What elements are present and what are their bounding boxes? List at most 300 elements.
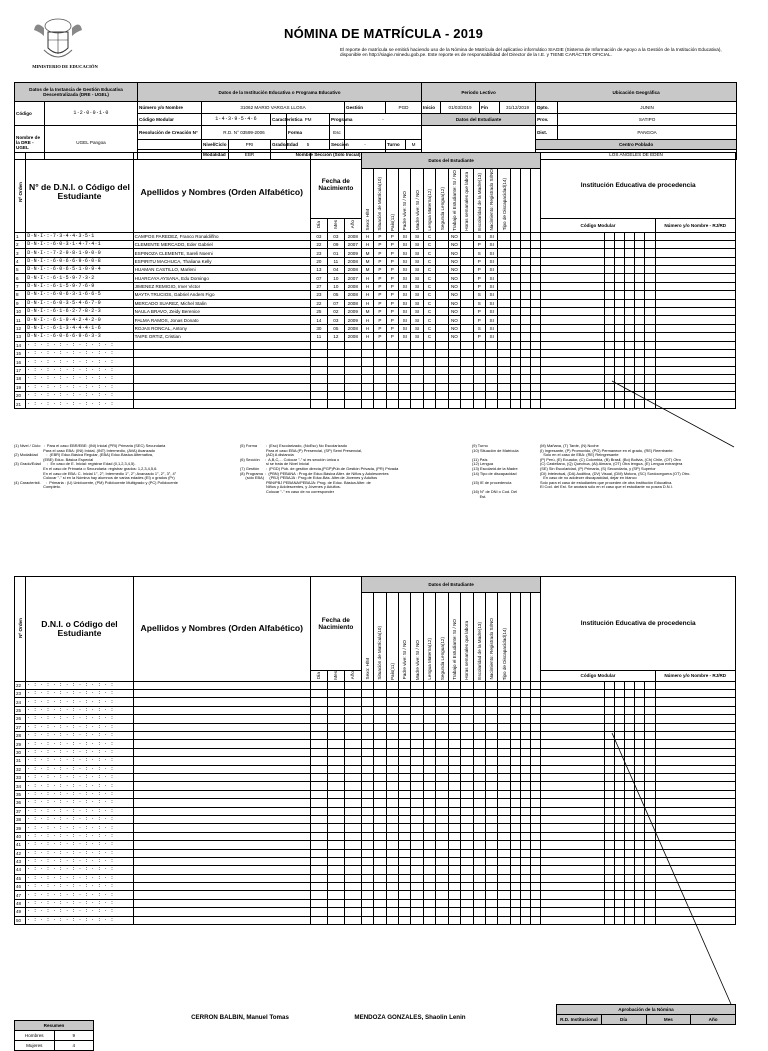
cell <box>436 807 448 815</box>
row-trabajo: NO <box>448 316 460 324</box>
cell <box>485 366 497 374</box>
row-pais: P <box>386 249 398 257</box>
row-horas <box>461 274 473 282</box>
cell <box>541 266 604 274</box>
cell <box>374 757 386 765</box>
row-number: 27 <box>15 723 26 731</box>
row-number: 49 <box>15 908 26 916</box>
cell <box>485 715 497 723</box>
cell <box>485 891 497 899</box>
student-col-label: Trabajo el Estudiante: SI / NO <box>451 169 457 231</box>
cell <box>541 757 604 765</box>
cell <box>423 874 435 882</box>
cell <box>386 799 398 807</box>
cell <box>133 681 310 689</box>
resolucion-value: R.D. N° 03599-2006 <box>202 126 287 140</box>
cell <box>423 341 435 349</box>
cell <box>448 824 460 832</box>
cell <box>473 908 485 916</box>
row-number: 46 <box>15 883 26 891</box>
cell <box>327 690 344 698</box>
legend-col3: (9) Turno (10) Situación de Matrícula (11) País (12) Lengua (13) Escolarid.de la Madre (14) Tipo de discapacidad (15) IE de procedencia (16) N° de DNI o Cod. Del Est. <box>472 443 519 499</box>
row-day: 23 <box>310 249 327 257</box>
row-escolaridad: S <box>473 299 485 307</box>
cell <box>327 841 344 849</box>
row-madre: SI <box>411 274 423 282</box>
centro-poblado-value: LOS ANGELES DE EDEN <box>536 150 737 160</box>
cod-modular-header: Código Modular <box>541 671 655 682</box>
cell <box>411 350 423 358</box>
cell <box>531 333 541 341</box>
cell <box>386 358 398 366</box>
row-number: 10 <box>15 308 26 316</box>
cell <box>520 815 530 823</box>
student-col-header <box>436 169 448 233</box>
cell <box>473 782 485 790</box>
cell <box>386 715 398 723</box>
cell <box>531 266 541 274</box>
row-year: 2008 <box>344 232 361 240</box>
row-dni: D·N·I·:·6·1·5·9·7·6·9 <box>26 282 133 290</box>
ugel-code: 1·2·0·0·1·0 <box>45 102 138 126</box>
cell <box>386 375 398 383</box>
cell <box>531 799 541 807</box>
cell <box>423 740 435 748</box>
cell <box>448 916 460 924</box>
cell <box>531 232 541 240</box>
cell <box>411 341 423 349</box>
row-registrado: SI <box>485 324 497 332</box>
cell <box>645 690 655 698</box>
cell <box>344 400 361 408</box>
cell <box>386 773 398 781</box>
cell <box>423 706 435 714</box>
datos-estudiante-col-header: Datos del Estudiante <box>361 577 541 593</box>
cell <box>386 748 398 756</box>
cell <box>498 883 510 891</box>
cell <box>510 782 520 790</box>
cell <box>604 358 614 366</box>
cell <box>423 723 435 731</box>
cell <box>541 383 604 391</box>
cell <box>448 706 460 714</box>
cell <box>399 832 411 840</box>
student-col-label: Situación de Matrícula(10) <box>377 176 383 231</box>
cell <box>485 341 497 349</box>
row-trabajo: NO <box>448 308 460 316</box>
cell <box>614 257 624 265</box>
cell <box>655 358 736 366</box>
row-month: 10 <box>327 282 344 290</box>
cell <box>531 748 541 756</box>
row-name: MAYTA TRUCIOS, Gabriel Anders Figo <box>133 291 310 299</box>
cell <box>448 698 460 706</box>
cell <box>485 883 497 891</box>
cell <box>614 266 624 274</box>
cell <box>541 841 604 849</box>
cell <box>133 799 310 807</box>
cell <box>448 350 460 358</box>
cell <box>604 715 614 723</box>
cell <box>361 350 373 358</box>
cell <box>386 681 398 689</box>
cell <box>361 732 373 740</box>
cell <box>386 874 398 882</box>
cell <box>655 324 736 332</box>
cell <box>498 832 510 840</box>
cell <box>399 698 411 706</box>
cell <box>510 240 520 248</box>
row-day: 22 <box>310 240 327 248</box>
row-madre: SI <box>411 316 423 324</box>
row-discapacidad <box>498 257 510 265</box>
row-year: 2008 <box>344 333 361 341</box>
cell <box>361 916 373 924</box>
cell <box>461 715 473 723</box>
row-dni: · : · : · : · : · : · : · : <box>26 866 133 874</box>
cell <box>361 908 373 916</box>
student-col-header <box>473 593 485 682</box>
row-number: 17 <box>15 366 26 374</box>
cell <box>133 883 310 891</box>
row-segunda-lengua <box>436 232 448 240</box>
cell <box>541 782 604 790</box>
row-number: 28 <box>15 732 26 740</box>
row-pais: P <box>386 333 398 341</box>
cell <box>473 841 485 849</box>
cell <box>386 790 398 798</box>
row-dni: · : · : · : · : · : · : · : <box>26 799 133 807</box>
cell <box>485 815 497 823</box>
cell <box>327 916 344 924</box>
cell <box>374 375 386 383</box>
table-row <box>15 257 736 265</box>
cell <box>411 773 423 781</box>
cell <box>461 723 473 731</box>
cell <box>531 341 541 349</box>
numero-nombre-rjrd-header: Número y/o Nombre - RJ/RD <box>655 218 736 232</box>
row-escolaridad: S <box>473 324 485 332</box>
periodo-header: Periodo Lectivo <box>422 83 536 102</box>
student-col-label: Tipo de Discapacidad(14) <box>501 178 507 231</box>
row-trabajo: NO <box>448 291 460 299</box>
cell <box>399 799 411 807</box>
cell <box>510 857 520 865</box>
cell <box>361 883 373 891</box>
cell <box>531 715 541 723</box>
cell <box>498 891 510 899</box>
cell <box>604 366 614 374</box>
cell <box>344 891 361 899</box>
cell <box>399 757 411 765</box>
cell <box>423 899 435 907</box>
cell <box>461 400 473 408</box>
cell <box>361 874 373 882</box>
cell <box>448 799 460 807</box>
cell <box>541 690 604 698</box>
cell <box>541 916 604 924</box>
dni-header: D.N.I. o Código del Estudiante <box>26 577 133 682</box>
cell <box>423 824 435 832</box>
cell <box>531 782 541 790</box>
row-pais: P <box>386 266 398 274</box>
row-horas <box>461 282 473 290</box>
cell <box>655 282 736 290</box>
fin-value: 31/12/2019 <box>500 102 536 114</box>
cell <box>473 824 485 832</box>
row-situacion: P <box>374 308 386 316</box>
cell <box>436 857 448 865</box>
cell <box>310 799 327 807</box>
cell <box>541 257 604 265</box>
row-madre: SI <box>411 299 423 307</box>
cell <box>310 790 327 798</box>
cell <box>498 874 510 882</box>
student-col-label: País(11) <box>389 662 395 680</box>
cell <box>485 773 497 781</box>
cell <box>399 841 411 849</box>
row-number: 31 <box>15 757 26 765</box>
cell <box>327 732 344 740</box>
cell <box>374 799 386 807</box>
table-row <box>15 706 736 714</box>
cell <box>399 849 411 857</box>
dni-header: N° de D.N.I. o Código del Estudiante <box>26 153 133 233</box>
cell <box>461 740 473 748</box>
cell <box>448 358 460 366</box>
row-padre: SI <box>399 257 411 265</box>
row-number: 36 <box>15 799 26 807</box>
cell <box>411 757 423 765</box>
cell <box>327 782 344 790</box>
cell <box>520 240 530 248</box>
cell <box>531 308 541 316</box>
row-dni: · : · : · : · : · : · : · : <box>26 740 133 748</box>
ministry-logo <box>32 14 84 64</box>
cell <box>604 681 614 689</box>
cell <box>310 715 327 723</box>
row-sexo: M <box>361 266 373 274</box>
cell <box>485 807 497 815</box>
cell <box>541 857 604 865</box>
student-col-header <box>411 169 423 233</box>
cell <box>133 790 310 798</box>
row-segunda-lengua <box>436 257 448 265</box>
cell <box>473 832 485 840</box>
row-segunda-lengua <box>436 266 448 274</box>
cell <box>520 765 530 773</box>
cell <box>423 908 435 916</box>
cell <box>436 790 448 798</box>
row-dni: · : · : · : · : · : · : · : <box>26 748 133 756</box>
cell <box>510 832 520 840</box>
cell <box>655 690 736 698</box>
cell <box>374 916 386 924</box>
row-number: 50 <box>15 916 26 924</box>
row-trabajo: NO <box>448 240 460 248</box>
turno-value: M <box>406 140 422 150</box>
cell <box>510 383 520 391</box>
cell <box>411 891 423 899</box>
cell <box>485 916 497 924</box>
mujeres-label: Mujeres <box>15 1041 55 1051</box>
cell <box>461 916 473 924</box>
row-pais: P <box>386 324 398 332</box>
cell <box>625 257 635 265</box>
cell <box>655 341 736 349</box>
cell <box>645 291 655 299</box>
row-number: 18 <box>15 375 26 383</box>
row-escolaridad: P <box>473 308 485 316</box>
cell <box>411 732 423 740</box>
cell <box>531 773 541 781</box>
student-col-label: Escolaridad de la Madre(13) <box>476 621 482 680</box>
datos-estudiante-header: Datos del Estudiante <box>422 114 536 126</box>
cell <box>531 249 541 257</box>
cell <box>399 350 411 358</box>
cell <box>344 706 361 714</box>
cell <box>520 358 530 366</box>
cell <box>361 815 373 823</box>
blank-col <box>510 169 520 233</box>
row-horas <box>461 316 473 324</box>
row-number: 2 <box>15 240 26 248</box>
cell <box>327 807 344 815</box>
table-row <box>15 291 736 299</box>
row-day: 03 <box>310 232 327 240</box>
cell <box>411 375 423 383</box>
cell <box>344 849 361 857</box>
row-year: 2008 <box>344 282 361 290</box>
row-discapacidad <box>498 266 510 274</box>
cell <box>374 765 386 773</box>
cell <box>436 715 448 723</box>
cell <box>436 681 448 689</box>
cell <box>344 748 361 756</box>
cell <box>604 350 614 358</box>
cell <box>344 715 361 723</box>
cell <box>604 299 614 307</box>
cell <box>510 748 520 756</box>
cell <box>310 341 327 349</box>
programa-label: Programa <box>330 114 345 126</box>
cell <box>510 773 520 781</box>
cell <box>485 866 497 874</box>
cell <box>541 891 604 899</box>
cell <box>473 690 485 698</box>
row-month: 10 <box>327 274 344 282</box>
cell <box>498 383 510 391</box>
cell <box>411 866 423 874</box>
row-padre: SI <box>399 291 411 299</box>
cell <box>485 706 497 714</box>
cell <box>423 732 435 740</box>
cell <box>510 333 520 341</box>
row-horas <box>461 257 473 265</box>
cell <box>133 366 310 374</box>
cell <box>510 841 520 849</box>
row-padre: SI <box>399 324 411 332</box>
cell <box>327 815 344 823</box>
table-row <box>15 341 736 349</box>
legend-col1: (1) Nivel / Ciclo : Para el caso EBR/EBE: (INI) Inicial (PRI) Primaria (SEC) Secundaria Para el caso EBA: (INI) Inicial, (INT) Intermedio, (AVA) Avanzado (2) Modalidad : (EBR) Educ.Básica Regular, (EBA) Educ.Básica Alternativa, (EBE) Educ. Básica Especial (3) Grado/Edad : En caso de E. Inicial: registrar Edad (0,1,2,3,4,5). En el caso de Primaria o Secundaria: registrar grados: 1,2,3,4,5,6. En el caso de EBA: C. Inicial 1°, 2°; Intermedio 1°, 2°; Avanzado 1°, 2°, 3°, 4° Colocar "-" si en la Nómina hay alumnos de varias edades (EI) o grados (Pr) (4) Caracteristi. : Primaria : (U) Unidocente, (PM) Polidocente Multigrado y (PC) Polidocente Completo. <box>14 443 178 490</box>
cell <box>520 400 530 408</box>
cell <box>614 282 624 290</box>
cell <box>498 782 510 790</box>
row-discapacidad <box>498 291 510 299</box>
cell <box>531 874 541 882</box>
cell <box>645 358 655 366</box>
row-registrado: SI <box>485 291 497 299</box>
cell <box>498 824 510 832</box>
row-dni: · : · : · : · : · : · : · : <box>26 849 133 857</box>
cell <box>510 291 520 299</box>
student-col-header <box>411 593 423 682</box>
student-col-header <box>461 593 473 682</box>
cell <box>399 807 411 815</box>
blank-col <box>520 593 530 682</box>
cell <box>411 366 423 374</box>
cell <box>310 807 327 815</box>
cell <box>386 391 398 399</box>
cell <box>344 790 361 798</box>
row-name: NAULA BRAVO, Zeidy Berenice <box>133 308 310 316</box>
cell <box>498 807 510 815</box>
cell <box>498 908 510 916</box>
cell <box>448 773 460 781</box>
student-col-label: Madre vive: SI / NO <box>414 190 420 231</box>
row-dni: · : · : · : · : · : · : · : <box>26 350 133 358</box>
seccion-value: - <box>345 140 386 150</box>
row-segunda-lengua <box>436 249 448 257</box>
cell <box>625 698 635 706</box>
cell <box>498 857 510 865</box>
cell <box>541 274 604 282</box>
cell <box>361 757 373 765</box>
cell <box>133 723 310 731</box>
row-situacion: P <box>374 274 386 282</box>
row-dni: · : · : · : · : · : · : · : <box>26 883 133 891</box>
cell <box>361 832 373 840</box>
cell <box>374 740 386 748</box>
cell <box>655 249 736 257</box>
cell <box>310 723 327 731</box>
cell <box>133 383 310 391</box>
row-lengua: C <box>423 324 435 332</box>
cell <box>520 274 530 282</box>
row-day: 22 <box>310 299 327 307</box>
cell <box>411 400 423 408</box>
cell <box>327 698 344 706</box>
cell <box>635 308 645 316</box>
row-number: 38 <box>15 815 26 823</box>
cell <box>520 308 530 316</box>
cell <box>374 866 386 874</box>
cell <box>541 324 604 332</box>
cell <box>411 807 423 815</box>
ie-section-header: Datos de la Institución Educativa o Programa Educativo <box>138 83 422 102</box>
row-segunda-lengua <box>436 316 448 324</box>
row-number: 26 <box>15 715 26 723</box>
row-dni: · : · : · : · : · : · : · : <box>26 916 133 924</box>
cell <box>411 841 423 849</box>
cell <box>399 748 411 756</box>
cell <box>645 341 655 349</box>
cell <box>448 891 460 899</box>
row-number: 40 <box>15 832 26 840</box>
cell <box>541 807 604 815</box>
cell <box>327 832 344 840</box>
